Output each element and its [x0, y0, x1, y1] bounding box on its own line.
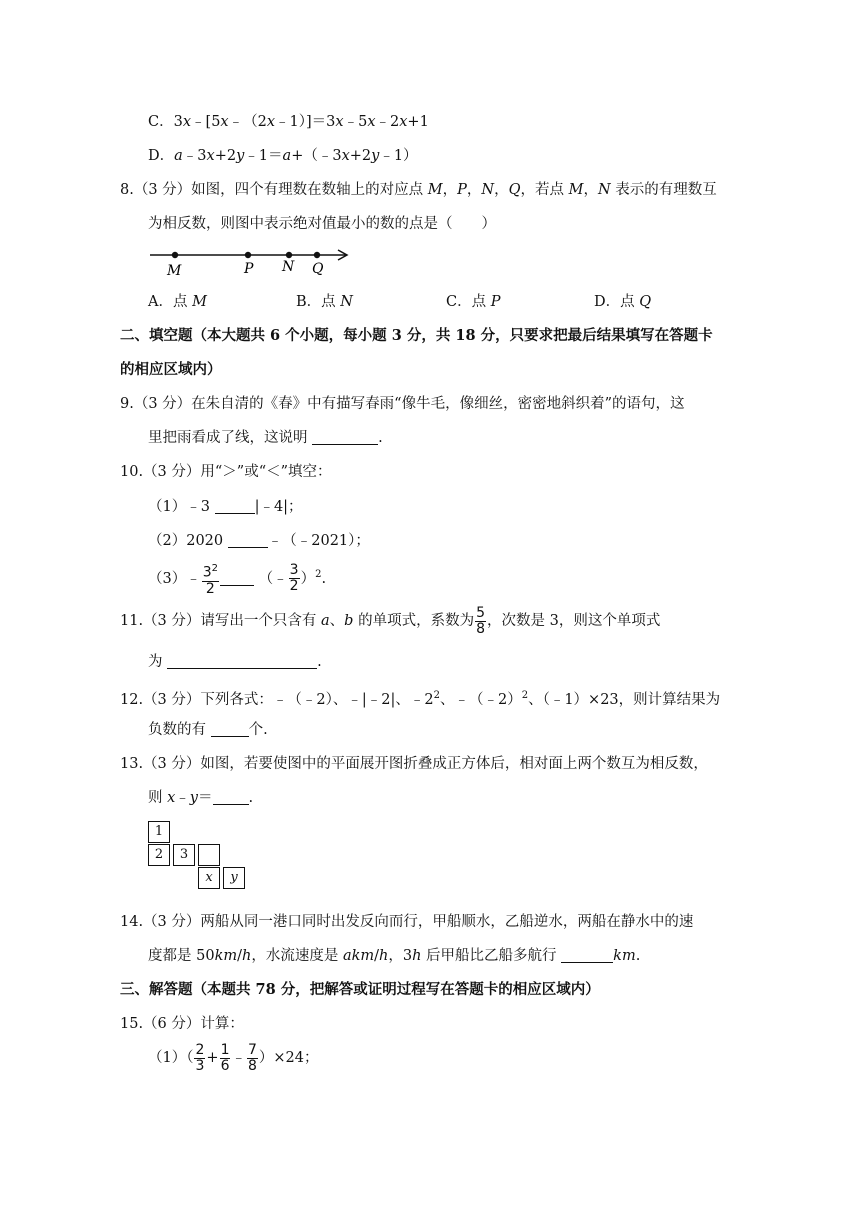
q12-line2: 负数的有 个. — [148, 722, 268, 738]
q11-line1: 11.（3 分）请写出一个只含有 a、b 的单项式，系数为 $\frac{5}{8}$ ，次数是 3，则这个单项式 — [120, 604, 661, 637]
q10-part3-blank[interactable] — [220, 570, 254, 586]
point-n-dot — [286, 252, 292, 258]
q14-answer-blank[interactable] — [561, 947, 613, 963]
option-c-line: C．3x﹣[5x﹣（2x﹣1）]＝3x﹣5x﹣2x+1 — [148, 114, 429, 130]
cube-net-cell-1: 1 — [148, 821, 170, 843]
point-m-dot — [172, 252, 178, 258]
q10-part1-blank[interactable] — [215, 498, 255, 514]
q11-answer-blank[interactable] — [167, 653, 317, 669]
cube-net-cell-2: 2 — [148, 844, 170, 866]
q15-stem: 15.（6 分）计算： — [120, 1016, 244, 1032]
q15-part1: （1）（ $\frac{2}{3}$ + $\frac{1}{6}$ ﹣ $\frac{7}{8}$ ）×24； — [148, 1041, 319, 1074]
point-p-label: P — [244, 261, 254, 277]
q8-line2: 为相反数，则图中表示绝对值最小的数的点是（ ） — [148, 216, 496, 232]
q9-line2: 里把雨看成了线，这说明 . — [148, 430, 383, 446]
q8-option-b: B．点 N — [296, 294, 353, 310]
option-d-line: D．a﹣3x+2y﹣1＝a+（﹣3x+2y﹣1） — [148, 148, 418, 164]
point-n-label: N — [282, 259, 295, 275]
point-m-label: M — [167, 263, 182, 278]
q11-coefficient-fraction: $\frac{5}{8}$ — [476, 604, 485, 637]
q10-fraction1: $\frac{3^2}{2}$ — [202, 563, 219, 597]
q12-answer-blank[interactable] — [211, 721, 249, 737]
q10-fraction2: $\frac{3}{2}$ — [289, 562, 299, 595]
q8-option-a: A．点 M — [148, 294, 207, 310]
q10-stem: 10.（3 分）用“＞”或“＜”填空： — [120, 464, 332, 480]
q12-line1: 12.（3 分）下列各式：﹣（﹣2）、﹣|﹣2|、$﹣2^2$、﹣（﹣2）$^2$、（﹣1）×23，则计算结果为 — [120, 690, 721, 708]
q8-line1: 8.（3 分）如图，四个有理数在数轴上的对应点 M，P，N，Q，若点 M，N 表示的有理数互 — [120, 182, 717, 198]
point-q-dot — [314, 252, 320, 258]
q15-fraction3: $\frac{7}{8}$ — [247, 1041, 257, 1074]
cube-net-figure — [148, 821, 248, 893]
q10-part3: （3）﹣ $\frac{3^2}{2}$ （﹣ $\frac{3}{2}$ ）$^2$. — [148, 562, 327, 597]
cube-net-cell-x: x — [198, 867, 220, 889]
q9-answer-blank[interactable] — [312, 429, 378, 445]
q9-line1: 9.（3 分）在朱自清的《春》中有描写春雨“像牛毛，像细丝，密密地斜织着”的语句，这 — [120, 396, 685, 412]
cube-net-cell-y: y — [223, 867, 245, 889]
cube-net-cell-blank — [198, 844, 220, 866]
cube-net-cell-3: 3 — [173, 844, 195, 866]
point-q-label: Q — [312, 261, 324, 277]
q13-line1: 13.（3 分）如图，若要使图中的平面展开图折叠成正方体后，相对面上两个数互为相反数， — [120, 756, 708, 772]
q8-option-d: D．点 Q — [594, 294, 652, 310]
q14-line1: 14.（3 分）两船从同一港口同时出发反向而行，甲船顺水，乙船逆水，两船在静水中的速 — [120, 914, 694, 930]
q13-line2: 则 x﹣y＝ . — [148, 790, 254, 806]
q8-option-c: C．点 P — [446, 294, 501, 310]
q11-line2: 为 . — [148, 654, 322, 670]
section3-title: 三、解答题（本题共 78 分，把解答或证明过程写在答题卡的相应区域内） — [120, 981, 600, 998]
section2-title-line2: 的相应区域内） — [120, 361, 222, 378]
q15-fraction1: $\frac{2}{3}$ — [195, 1041, 205, 1074]
number-line-figure — [148, 242, 358, 278]
point-p-dot — [245, 252, 251, 258]
q15-fraction2: $\frac{1}{6}$ — [220, 1041, 230, 1074]
q10-part2-blank[interactable] — [228, 532, 268, 548]
q10-part1: （1）﹣3 |﹣4|； — [148, 499, 303, 515]
q13-answer-blank[interactable] — [213, 789, 249, 805]
q10-part2: （2）2020 ﹣（﹣2021）； — [148, 533, 370, 549]
section2-title-line1: 二、填空题（本大题共 6 个小题，每小题 3 分，共 18 分，只要求把最后结果填写在答题卡 — [120, 327, 713, 344]
q14-line2: 度都是 50km/h，水流速度是 akm/h，3h 后甲船比乙船多航行 km. — [148, 948, 641, 964]
